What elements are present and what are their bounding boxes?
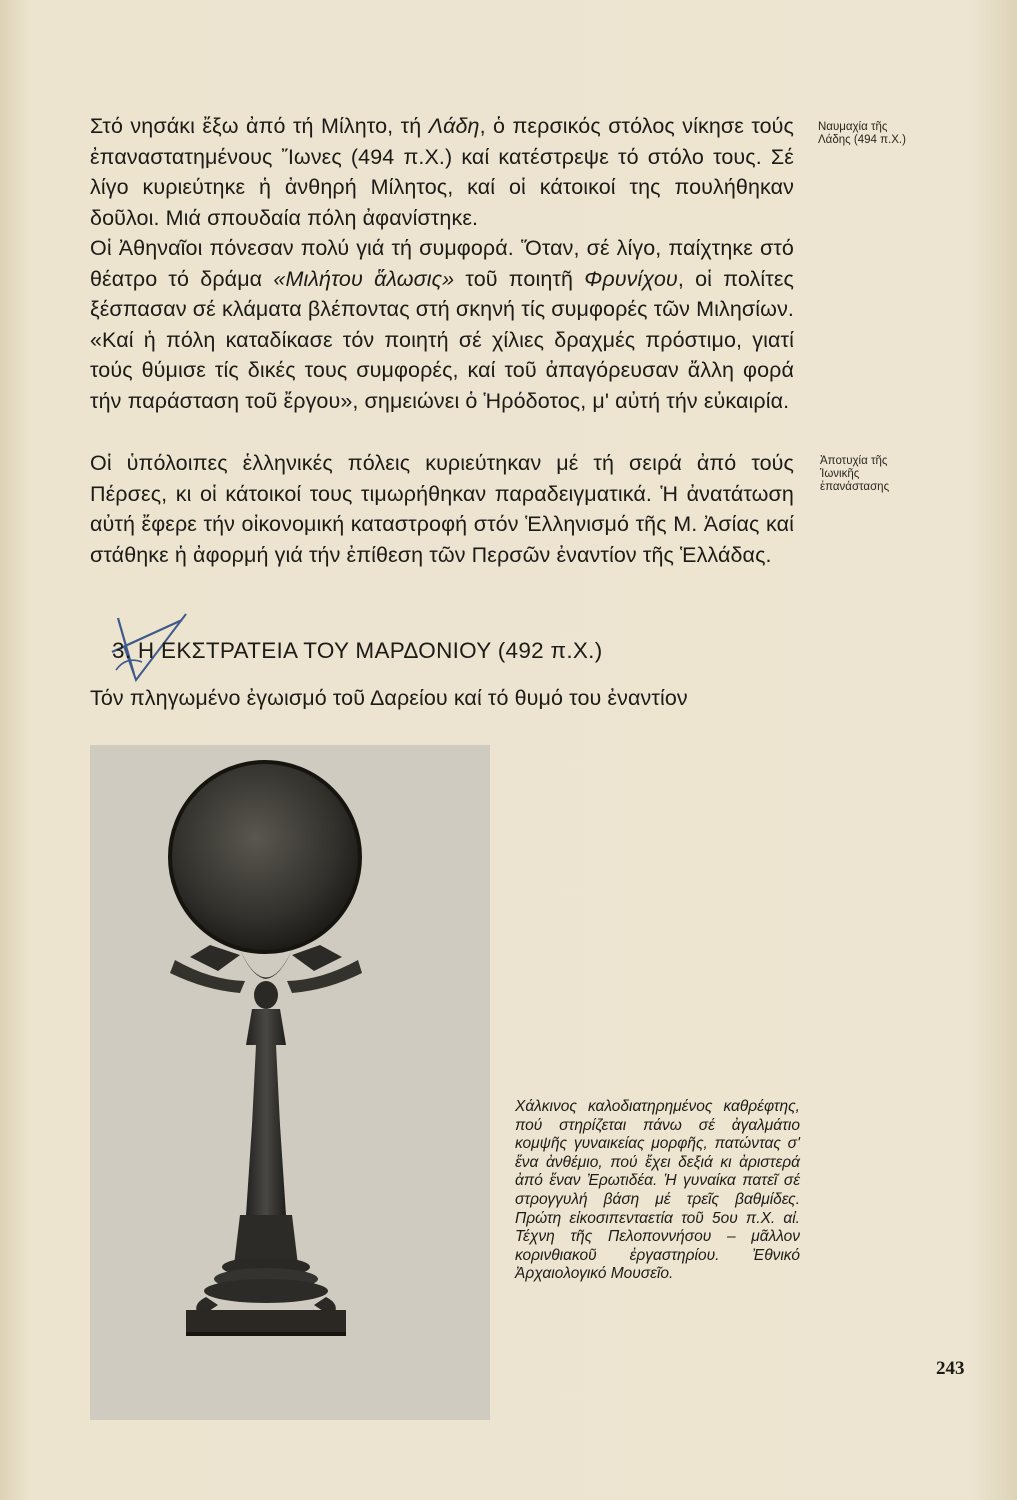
text-run: τοῦ ποιητῆ xyxy=(454,266,585,291)
text-run: Στό νησάκι ἔξω ἀπό τή Μίλητο, τή xyxy=(90,114,429,138)
mirror-disc xyxy=(170,762,360,952)
figure-caption: Χάλκινος καλοδιατηρημένος καθρέφτης, πού στηρίζεται πάνω σέ ἀγαλμάτιο κομψῆς γυναικείας μορφῆς, πατώντας σ' ἕνα ἀνθέμιο, πού ἔχει δεξιά κι ἀριστερά ἀπό ἕναν Ἐρωτιδέα. Ἡ γυναίκα πατεῖ σέ στρογγυλή βάση μέ τρεῖς βαθμίδες. Πρώτη εἰκοσιπενταετία τοῦ 5ου π.Χ. αἰ. Τέχνη τῆς Πελοποννήσου – μᾶλλον κορινθιακοῦ ἐργαστηρίου. Ἐθνικό Ἀρχαιολογικό Μουσεῖο. xyxy=(515,1098,800,1283)
margin-note-line: Ἰωνικῆς xyxy=(820,468,860,480)
text-run: , ὁ περσικός στόλος νίκησε τούς ἐπαναστατημένους Ἴωνες (494 π.Χ.) καί κατέστρεψε τό στόλο τους. Σέ λίγο κυριεύτηκε ἡ ἀνθηρή Μίλητος, καί οἱ κάτοικοί της πουλήθηκαν δοῦλοι. Μιά σπουδαία πόλη ἀφανίστηκε. xyxy=(90,114,794,230)
text-run-italic: Λάδη xyxy=(428,114,480,138)
paragraph-battle-of-lade xyxy=(90,111,794,233)
margin-note-line: Ἀποτυχία τῆς xyxy=(820,455,888,467)
mirror-illustration xyxy=(90,745,490,1420)
paragraph-darius: Τόν πληγωμένο ἐγωισμό τοῦ Δαρείου καί τό θυμό του ἐναντίον xyxy=(90,686,688,710)
paragraph-athenians-grief xyxy=(90,233,794,417)
text-run-italic: Φρυνίχου xyxy=(584,266,678,291)
paragraph-ionian-failure: Οἱ ὑπόλοιπες ἑλληνικές πόλεις κυριεύτηκαν μέ τή σειρά ἀπό τούς Πέρσες, κι οἱ κάτοικοί τους τιμωρήθηκαν παραδειγματικά. Ἡ ἀνατάτωση αὐτή ἔφερε τήν οἰκονομική καταστροφή στόν Ἑλληνισμό τῆς Μ. Ἀσίας καί στάθηκε ἡ ἀφορμή γιά τήν ἐπίθεση τῶν Περσῶν ἐναντίον τῆς Ἑλλάδας. xyxy=(90,451,794,567)
text-run-italic: «Μιλήτου ἅλωσις» xyxy=(273,266,455,291)
text-run: Οἱ Ἀθηναῖοι πόνεσαν πολύ γιά τή συμφορά. Ὅταν, σέ λίγο, παίχτηκε στό θέατρο τό δράμα xyxy=(90,236,794,291)
page-number: 243 xyxy=(936,1358,965,1379)
text-run: , οἱ πολίτες ξέσπασαν σέ κλάματα βλέποντας στή σκηνή τίς συμφορές τῶν Μιλησίων. «Καί ἡ πόλη καταδίκασε τόν ποιητή σέ χίλιες δραχμές πρόστιμο, γιατί τούς θύμισε τίς δικές τους συμφορές, καί τοῦ ἀπαγόρευσαν ἄλλη φορά τήν παράσταση τοῦ ἔργου», σημειώνει ὁ Ἡρόδοτος, μ' αὐτή τήν εὐκαιρία. xyxy=(90,266,794,413)
bronze-mirror-photo xyxy=(90,745,490,1420)
margin-note-line: ἐπανάστασης xyxy=(820,481,890,493)
margin-note-ionian-revolt xyxy=(820,455,889,494)
section-heading: 3. Η ΕΚΣΤΡΑΤΕΙΑ ΤΟΥ ΜΑΡΔΟΝΙΟΥ (492 π.Χ.) xyxy=(112,638,603,663)
margin-note-line: Λάδης (494 π.Χ.) xyxy=(818,134,906,146)
margin-note-lade xyxy=(818,121,906,147)
margin-note-line: Ναυμαχία τῆς xyxy=(818,121,888,133)
